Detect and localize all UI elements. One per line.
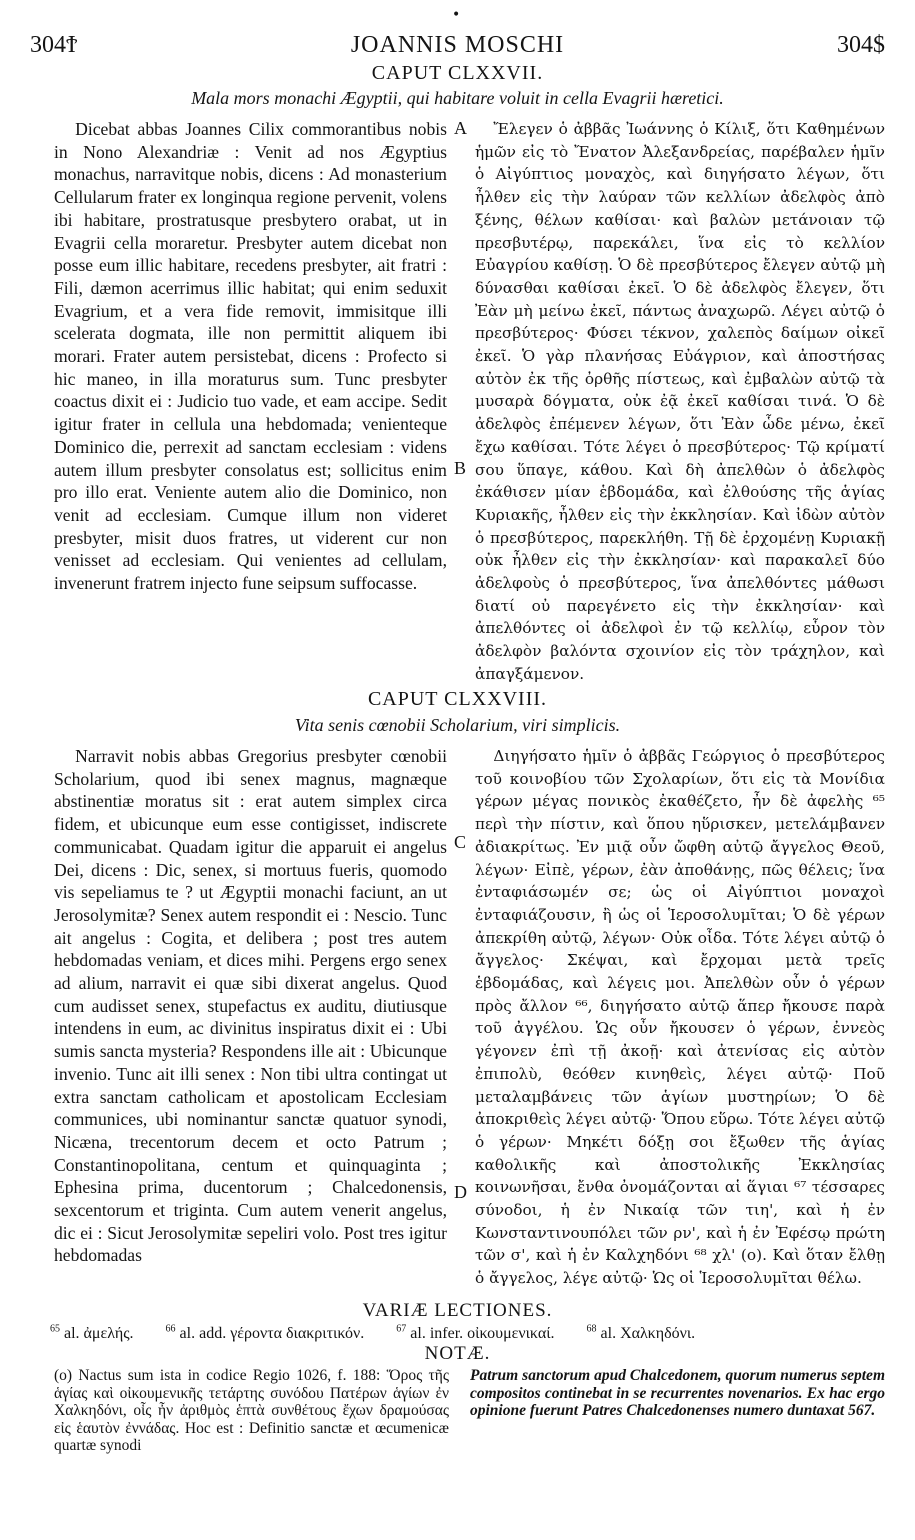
variae-lectiones (50, 1324, 885, 1343)
chapter-178-title: CAPUT CLXXVIII. (367, 688, 548, 710)
variant-reading: $^{67}$ al. infer. οἰκουμενικαί. (396, 1324, 555, 1343)
running-head (30, 30, 885, 60)
chapter-178-subtitle: Vita senis cœnobii Scholarium, viri simplicis. (294, 715, 621, 735)
margin-letter-b: B (454, 458, 467, 478)
page-number-left: 304Ϯ (30, 32, 78, 58)
note-left: (o) Nactus sum ista in codice Regio 1026, f. 188: Ὅρος τῆς ἁγίας καὶ οἰκουμενικῆς τετάρτης συνόδου Πατέρων ἁγίων ἐν Χαλκηδόνι, οἷς ἦν ἀριθμὸς ἑπτὰ συνθέτους ἔχων δραμούσας εἰς ἑαυτὸν ἐννάδας. Hoc est : Definitio sanctæ et œcumenicæ quartæ synodi (54, 1367, 449, 1454)
margin-letter-a: A (454, 118, 467, 138)
variae-lectiones-title: VARIÆ LECTIONES. (362, 1300, 553, 1321)
variant-reading: $^{65}$ al. ἀμελής. (50, 1324, 134, 1343)
greek-paragraph: Ἔλεγεν ὁ ἀββᾶς Ἰωάννης ὁ Κίλιξ, ὅτι Καθημένων ἡμῶν εἰς τὸ Ἔνατον Ἀλεξανδρείας, παρέβαλεν ἡμῖν ὁ Αἰγύπτιος μοναχὸς, καὶ διηγήσατο λέγων, ὅτι ἦλθεν εἰς τὴν λαύραν τῶν κελλίων ἀδελφὸς ἀπὸ ξένης, θέλων καθίσαι· καὶ βαλὼν μετάνοιαν τῷ πρεσβυτέρῳ, παρεκάλει, ἵνα εἰς τὸ κελλίον Εὐαγρίου καθίσῃ. Ὁ δὲ πρεσβύτερος ἔλεγεν αὐτῷ μὴ δύνασθαι καθίσαι ἐκεῖ. Ὁ δὲ ἀδελφὸς ἔλεγεν, ὅτι Ἐὰν μὴ μείνω ἐκεῖ, πάντως ἀναχωρῶ. Λέγει αὐτῷ ὁ πρεσβύτερος· Φύσει τέκνον, χαλεπὸς δαίμων οἰκεῖ ἐκεῖ. Ὁ γὰρ πλανήσας Εὐάγριον, καὶ ἀποστήσας αὐτὸν ἐκ τῆς ὀρθῆς πίστεως, καὶ ἐμβαλὼν αὐτῷ τὰ μυσαρὰ δόγματα, οὐκ ἐᾷ ἐκεῖ καθίσαι τινά. Ὁ δὲ ἀδελφὸς ἐπέμενεν λέγων, ὅτι Ἐὰν ὧδε μένω, ἐκεῖ ἔχω καθίσαι. Τότε λέγει ὁ πρεσβύτερος· Τῷ κρίματί σου ὕπαγε, κάθου. Καὶ δὴ ἀπελθὼν ὁ ἀδελφὸς ἐκάθισεν μίαν ἑβδομάδα, καὶ ἐλθούσης τῆς ἁγίας Κυριακῆς, ἦλθεν εἰς τὴν ἐκκλησίαν. Καὶ ἰδὼν αὐτὸν ὁ πρεσβύτερος, παρεκλήθη. Τῇ δὲ ἐρχομένῃ Κυριακῇ οὐκ ἦλθεν εἰς τὴν ἐκκλησίαν· καὶ παρακαλεῖ δύο ἀδελφοὺς ὁ πρεσβύτερος, ἵνα ἀπελθόντες μάθωσι διατί οὐ παρεγένετο εἰς τὴν ἐκκλησίαν· καὶ ἀπελθόντες οἱ ἀδελφοὶ ἐν τῷ κελλίῳ, εὗρον τὸν ἀδελφὸν βαλόντα σχοινίον εἰς τὸν τράχηλον, καὶ ἀπαγξάμενον. (475, 120, 885, 683)
latin-paragraph: Narravit nobis abbas Gregorius presbyter cœnobii Scholarium, quod ibi senex magnus, magnæque abstinentiæ moratus sit : erat autem simplex circa fidem, et ubicunque eum esse contigisset, indiscrete communicabat. Quadam igitur die apparuit ei angelus Dei, dicens : Dic, senex, si mortuus fueris, quomodo vis sepeliamus te ? ut Ægyptii monachi faciunt, an ut Jerosolymitæ? Senex autem respondit ei : Nescio. Tunc ait angelus : Cogita, et delibera ; post tres autem hebdomadas veniam, et dices mihi. Pergens ergo senex ad alium, narravit ei quæ sibi dixerat angelus. Quod cum audisset senex, stupefactus ex auditu, diutiusque intendens in eum, ac divinitus inspiratus dixit ei : Ubi sumis sancta mysteria? Respondens ille ait : Ubicunque invenio. Tunc ait illi senex : Non tibi ultra contingat ut extra sanctam catholicam et apostolicam Ecclesiam communices, ubi nominantur sanctæ quatuor synodi, Nicæna, trecentorum decem et octo Patrum ; Constantinopolitana, centum et quinquaginta ; Ephesina prima, ducentorum ; Chalcedonensis, sexcentorum et triginta. Cum autem venerit angelus, dic ei : Sicut Jerosolymitæ sepeliri volo. Post tres igitur hebdomadas (54, 746, 447, 1266)
latin-paragraph: Dicebat abbas Joannes Cilix commorantibus nobis in Nono Alexandriæ : Venit ad nos Ægyptius monachus, narravitque nobis, dicens : Ad monasterium Cellularum frater ex longinqua regione pervenit, volens ibi habitare, prostratusque presbytero orabat, ut in Evagrii cella moraretur. Presbyter autem dicebat non posse eum illic habitare, recedens presbyter, ait fratri : Fili, dæmon acerrimus illic habitat; qui enim seduxit Evagrium, et a vera fide removit, immisitque illi scelerata dogmata, ille non permittit aliquem ibi morari. Frater autem persistebat, dicens : Profecto si hic maneo, in illa moraturus sum. Tunc presbyter coactus dixit ei : Judicio tuo vade, et eam accipe. Sedit igitur frater in cellula una hebdomada; venienteque Dominico die, perrexit ad sanctam ecclesiam : videns autem illum presbyter consolatus est; sollicitus enim pro illo erat. Veniente autem alio die Dominico, non venit ad ecclesiam. Cumque illum non videret presbyter, misit duos fratres, ut viderent cur non venisset ad ecclesiam. Qui venientes ad cellulam, invenerunt fratrem injecto fune seipsum suffocasse. (54, 119, 447, 594)
chapter-178-latin (54, 745, 447, 1267)
chapter-177-title: CAPUT CLXXVII. (371, 62, 544, 84)
chapter-178-greek (475, 745, 885, 1290)
top-mark: • (452, 7, 461, 23)
chapter-177-latin (54, 118, 447, 595)
variant-reading: $^{66}$ al. add. γέροντα διακριτικόν. (165, 1324, 365, 1343)
chapter-177-subtitle: Mala mors monachi Ægyptii, qui habitare voluit in cella Evagrii hæretici. (191, 88, 724, 108)
note-right: Patrum sanctorum apud Chalcedonem, quorum numerus septem compositos continebat in se recurrentes novenarios. Ex hac ergo opinione fuerunt Patres Chalcedonenses numero duntaxat 567. (470, 1367, 885, 1419)
chapter-177-greek (475, 118, 885, 686)
running-title: JOANNIS MOSCHI (350, 32, 565, 58)
margin-letter-d: D (454, 1182, 467, 1202)
notae-title: NOTÆ. (424, 1343, 491, 1364)
variant-reading: $^{68}$ al. Χαλκηδόνι. (586, 1324, 696, 1343)
margin-letter-c: C (454, 832, 467, 852)
greek-paragraph: Διηγήσατο ἡμῖν ὁ ἀββᾶς Γεώργιος ὁ πρεσβύτερος τοῦ κοινοβίου τῶν Σχολαρίων, ὅτι εἰς τὰ Μονίδια γέρων μέγας πονικὸς ἐκαθέζετο, ἦν δὲ ἀφελὴς ⁶⁵ περὶ τὴν πίστιν, καὶ ὅπου ηὕρισκεν, μετελάμβανεν ἀδιακρίτως. Ἐν μιᾷ οὖν ὤφθη αὐτῷ ἄγγελος Θεοῦ, λέγων· Εἰπὲ, γέρων, ἐὰν ἀποθάνῃς, πῶς θέλεις; ἵνα ἐνταφιάσωμέν σε; ὡς οἱ Αἰγύπτιοι μοναχοὶ ἐνταφιάζουσιν, ἢ ὡς οἱ Ἱεροσολυμῖται; Ὁ δὲ γέρων ἀπεκρίθη αὐτῷ, λέγων· Οὐκ οἶδα. Τότε λέγει αὐτῷ ὁ ἄγγελος· Σκέψαι, καὶ ἔρχομαι μετὰ τρεῖς ἑβδομάδας, καὶ λέγεις μοι. Ἀπελθὼν οὖν ὁ γέρων πρὸς ἄλλον ⁶⁶, διηγήσατο αὐτῷ ἅπερ ἤκουσε παρὰ τοῦ ἀγγέλου. Ὡς οὖν ἤκουσεν ὁ γέρων, ἐννεὸς γέγονεν ἐπὶ τῇ ἀκοῇ· καὶ ἀτενίσας εἰς αὐτὸν ἐπιπολὺ, θεόθεν κινηθεὶς, λέγει αὐτῷ· Ποῦ μεταλαμβάνεις τῶν ἁγίων μυστηρίων; Ὁ δὲ ἀποκριθεὶς λέγει αὐτῷ· Ὅπου εὕρω. Τότε λέγει αὐτῷ ὁ γέρων· Μηκέτι δόξῃ σοι ἔξωθεν τῆς ἁγίας καθολικῆς καὶ ἀποστολικῆς Ἐκκλησίας κοινωνῆσαι, ἔνθα ὀνομάζονται αἱ ἅγιαι ⁶⁷ τέσσαρες σύνοδοι, ἡ ἐν Νικαίᾳ τῶν τιη', καὶ ἡ ἐν Κωνσταντινουπόλει τῶν ρν', καὶ ἡ ἐν Ἐφέσῳ πρώτη τῶν σ', καὶ ἡ ἐν Καλχηδόνι ⁶⁸ χλ' (o). Καὶ ὅταν ἔλθῃ ὁ ἄγγελος, λέγε αὐτῷ· Ὡς οἱ Ἱεροσολυμῖται θέλω. (475, 747, 885, 1288)
page-number-right: 304$ (837, 32, 885, 58)
